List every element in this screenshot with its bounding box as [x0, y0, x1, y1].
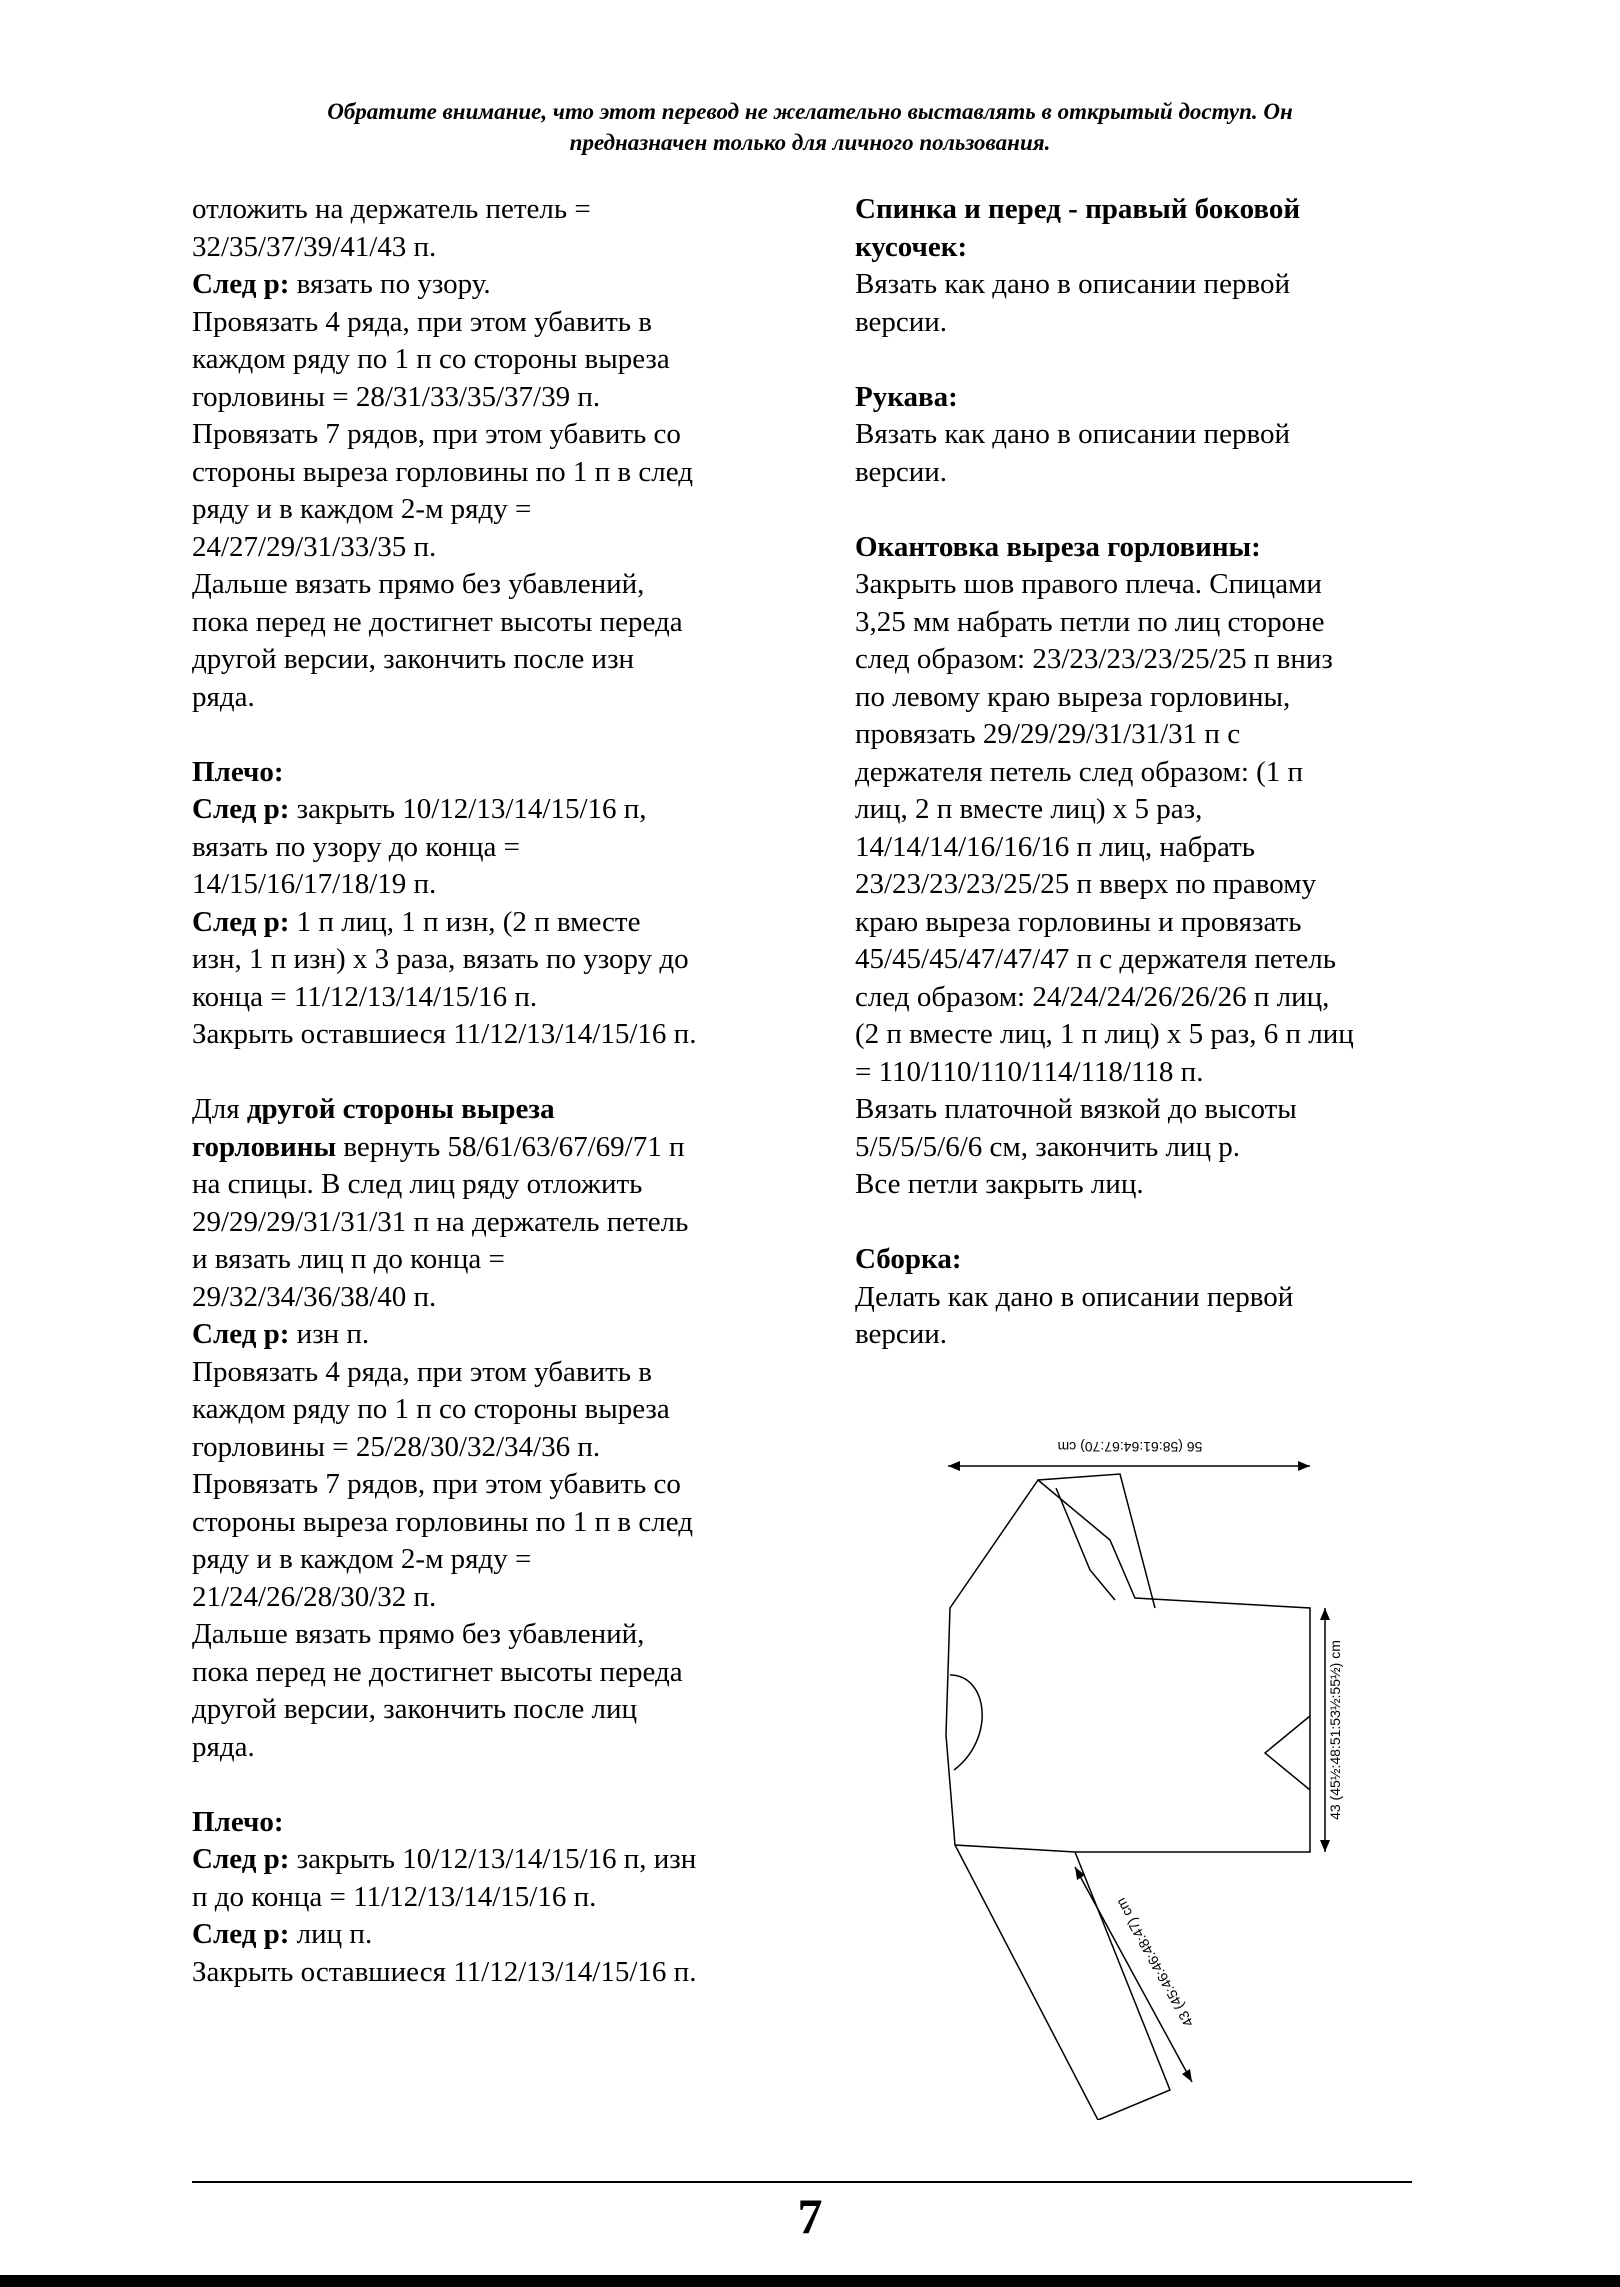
height-arrow-bottom: [1320, 1840, 1330, 1852]
section-heading: [192, 754, 792, 792]
text-line: 14/14/14/16/16/16 п лиц, набрать: [855, 830, 1255, 863]
row-label: След р:: [192, 1918, 290, 1950]
instruction-row: [192, 904, 792, 942]
text-line: пока перед не достигнет высоты переда: [192, 1655, 683, 1688]
instruction-row: [192, 1129, 792, 1167]
notice-line: предназначен только для личного пользования.: [569, 130, 1051, 155]
text-line: пока перед не достигнет высоты переда: [192, 605, 683, 638]
schematic-svg: [930, 1420, 1350, 2120]
text-line: п до конца = 11/12/13/14/15/16 п.: [192, 1880, 597, 1913]
notice: [150, 96, 1470, 158]
text-line: держателя петель след образом: (1 п: [855, 755, 1304, 788]
text-line: каждом ряду по 1 п со стороны выреза: [192, 343, 670, 375]
row-text: закрыть 10/12/13/14/15/16 п,: [289, 793, 647, 825]
text-line: 23/23/23/23/25/25 п вверх по правому: [855, 868, 1317, 900]
row-text: вернуть 58/61/63/67/69/71 п: [336, 1130, 685, 1163]
row-label: другой стороны выреза: [246, 1093, 555, 1125]
sleeve-arrow-bottom: [1182, 2069, 1192, 2082]
neckline-curve: [950, 1675, 982, 1770]
width-label: 56 (58:61:64:67:70) cm: [1057, 1439, 1203, 1455]
row-text: закрыть 10/12/13/14/15/16 п, изн: [289, 1843, 697, 1875]
row-label: След р:: [192, 1318, 290, 1350]
section-heading: [192, 1804, 792, 1842]
row-text: изн п.: [289, 1318, 370, 1350]
notice-line: Обратите внимание, что этот перевод не желательно выставлять в открытый доступ. Он: [327, 99, 1293, 124]
text-line: версии.: [855, 455, 948, 488]
row-text: Для: [192, 1093, 247, 1125]
height-arrow-top: [1320, 1608, 1330, 1620]
text-line: другой версии, закончить после лиц: [192, 1693, 638, 1725]
instruction-row: [192, 266, 792, 304]
garment-schematic: [930, 1420, 1350, 2120]
row-label: След р:: [192, 793, 290, 825]
text-line: стороны выреза горловины по 1 п в след: [192, 1505, 693, 1538]
text-line: Провязать 7 рядов, при этом убавить со: [192, 418, 681, 450]
text-line: след образом: 24/24/24/26/26/26 п лиц,: [855, 980, 1330, 1013]
height-label: 43 (45½:48:51:53½:55½) cm: [1327, 1640, 1343, 1820]
text-line: другой версии, закончить после изн: [192, 643, 635, 675]
text-line: горловины = 28/31/33/35/37/39 п.: [192, 380, 601, 413]
text-line: Провязать 7 рядов, при этом убавить со: [192, 1468, 681, 1500]
section-heading: [855, 529, 1425, 567]
text-line: горловины = 25/28/30/32/34/36 п.: [192, 1430, 601, 1463]
row-label: След р:: [192, 268, 290, 300]
section-heading: [855, 379, 1425, 417]
text-line: Делать как дано в описании первой: [855, 1280, 1294, 1313]
text-line: 24/27/29/31/33/35 п.: [192, 530, 437, 563]
right-column: [855, 191, 1425, 1354]
text-line: Дальше вязать прямо без убавлений,: [192, 568, 645, 600]
instruction-row: [192, 1841, 792, 1879]
text-line: провязать 29/29/29/31/31/31 п с: [855, 718, 1241, 750]
width-arrow-right: [1298, 1461, 1310, 1471]
text-line: 29/32/34/36/38/40 п.: [192, 1280, 437, 1313]
text-line: 5/5/5/5/6/6 см, закончить лиц р.: [855, 1130, 1240, 1163]
sleeve-label: 43 (45:46:46:48:47) cm: [1112, 1895, 1197, 2030]
row-text: 1 п лиц, 1 п изн, (2 п вместе: [289, 905, 641, 938]
text-line: Провязать 4 ряда, при этом убавить в: [192, 1355, 652, 1388]
section-heading: [855, 229, 1425, 267]
text-line: 3,25 мм набрать петли по лиц стороне: [855, 605, 1325, 638]
instruction-row: [192, 1091, 792, 1129]
heading-text: Плечо:: [192, 755, 284, 788]
width-arrow-left: [948, 1461, 960, 1471]
text-line: по левому краю выреза горловины,: [855, 680, 1291, 713]
row-label: горловины: [192, 1130, 337, 1163]
text-line: лиц, 2 п вместе лиц) х 5 раз,: [855, 793, 1203, 825]
text-line: конца = 11/12/13/14/15/16 п.: [192, 980, 538, 1013]
heading-text: Спинка и перед - правый боковой: [855, 193, 1301, 225]
text-line: ряду и в каждом 2-м ряду =: [192, 1543, 532, 1575]
text-line: 14/15/16/17/18/19 п.: [192, 868, 437, 900]
section-heading: [855, 1241, 1425, 1279]
text-line: Вязать как дано в описании первой: [855, 418, 1290, 450]
text-line: Дальше вязать прямо без убавлений,: [192, 1618, 645, 1650]
text-line: вязать по узору до конца =: [192, 830, 520, 863]
text-line: 21/24/26/28/30/32 п.: [192, 1580, 437, 1613]
row-text: вязать по узору.: [289, 268, 491, 300]
heading-text: Рукава:: [855, 380, 958, 413]
row-label: След р:: [192, 905, 290, 938]
instruction-row: [192, 1916, 792, 1954]
text-line: каждом ряду по 1 п со стороны выреза: [192, 1393, 670, 1425]
text-line: Закрыть оставшиеся 11/12/13/14/15/16 п.: [192, 1955, 697, 1988]
row-label: След р:: [192, 1843, 290, 1875]
text-line: 29/29/29/31/31/31 п на держатель петель: [192, 1205, 689, 1238]
text-line: 45/45/45/47/47/47 п с держателя петель: [855, 943, 1336, 975]
left-column: [192, 191, 792, 1991]
text-line: ряда.: [192, 1730, 255, 1763]
text-line: и вязать лиц п до конца =: [192, 1243, 505, 1275]
text-line: Вязать как дано в описании первой: [855, 268, 1290, 300]
footer-rule: [192, 2181, 1412, 2183]
text-line: версии.: [855, 1318, 948, 1350]
section-heading: [855, 191, 1425, 229]
text-line: = 110/110/110/114/118/118 п.: [855, 1055, 1204, 1088]
text-line: след образом: 23/23/23/23/25/25 п вниз: [855, 643, 1333, 675]
text-line: на спицы. В след лиц ряду отложить: [192, 1168, 643, 1200]
page-number: 7: [797, 2188, 823, 2244]
text-line: Закрыть шов правого плеча. Спицами: [855, 568, 1322, 600]
side-slit: [1265, 1716, 1310, 1790]
text-line: Провязать 4 ряда, при этом убавить в: [192, 305, 652, 338]
instruction-row: [192, 1316, 792, 1354]
text-line: изн, 1 п изн) х 3 раза, вязать по узору до: [192, 943, 689, 975]
text-line: Вязать платочной вязкой до высоты: [855, 1093, 1297, 1125]
text-line: ряда.: [192, 680, 255, 713]
text-line: 32/35/37/39/41/43 п.: [192, 230, 437, 263]
text-line: отложить на держатель петель =: [192, 193, 591, 225]
heading-text: кусочек:: [855, 230, 968, 263]
text-line: стороны выреза горловины по 1 п в след: [192, 455, 693, 488]
heading-text: Сборка:: [855, 1243, 962, 1275]
text-line: Закрыть оставшиеся 11/12/13/14/15/16 п.: [192, 1018, 697, 1050]
row-text: лиц п.: [289, 1918, 373, 1950]
text-line: Все петли закрыть лиц.: [855, 1168, 1144, 1200]
text-line: краю выреза горловины и провязать: [855, 905, 1302, 938]
heading-text: Окантовка выреза горловины:: [855, 530, 1261, 563]
sleeve-dimension-line: [1075, 1867, 1192, 2082]
body-outline: [946, 1480, 1310, 1852]
text-line: версии.: [855, 305, 948, 338]
instruction-row: [192, 791, 792, 829]
heading-text: Плечо:: [192, 1805, 284, 1838]
text-line: (2 п вместе лиц, 1 п лиц) х 5 раз, 6 п лиц: [855, 1018, 1354, 1050]
text-line: ряду и в каждом 2-м ряду =: [192, 493, 532, 525]
